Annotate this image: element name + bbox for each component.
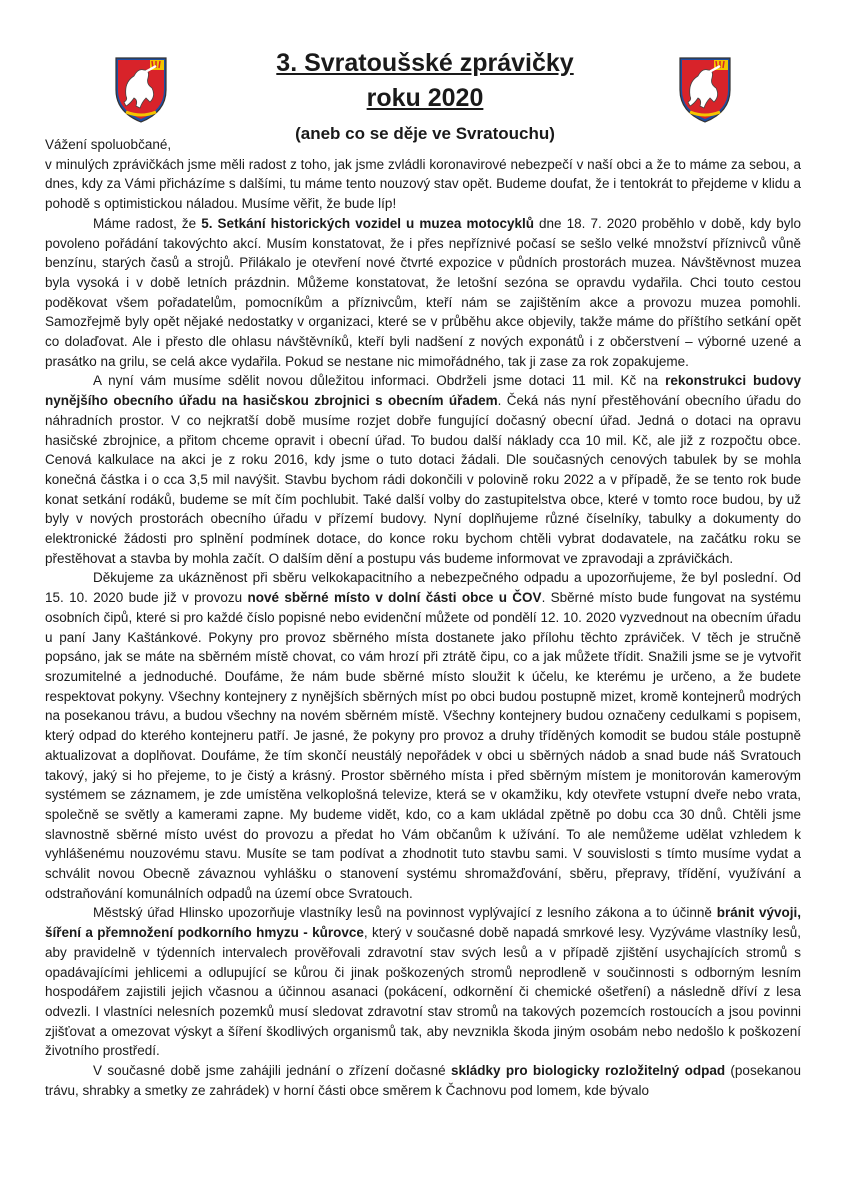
bold-highlight: rekonstrukci budovy nynějšího obecního úřadu na hasičskou zbrojnici s obecním úřadem: [45, 373, 801, 409]
text-span: dne 18. 7. 2020 proběhlo v době, kdy bylo povoleno pořádání takovýchto akcí. Musím konstatovat, že i přes nepříznivé počasí se sešlo velké množství příznivců vůně benzínu, starých časů a strojů. Přilákalo je otevření nové čtvrté expozice v půdních prostorách muzea. Návštěvnost muzea byla vysoká i v době letních prázdnin. Můžeme konstatovat, že letošní sezóna se opravdu vydařila. Chci touto cestou poděkovat všem pořadatelům, pomocníkům a příznivcům, kteří nám se zajištěním akce a provozu muzea pomohli. Samozřejmě byly opět nějaké nedostatky v organizaci, které se v průběhu akce objevily, takže máme do příštího setkání opět co dolaďovat. Ale i přesto dle ohlasu návštěvníků, kteří byli nadšení z nových exponátů i z občerstvení – výborné uzené a prasátko na grilu, se celá akce vydařila. Pokud se nestane nic mimořádného, tak ji zase za rok zopakujeme.: [45, 215, 801, 369]
intro-paragraph: v minulých zprávičkách jsme měli radost z toho, jak jsme zvládli koronavirové nebezpečí v naší obci a že to máme za sebou, a dnes, kdy za Vámi přicházíme s dalšími, tu máme tento nouzový stav opět. Budeme doufat, že i tentokrát to přejdeme v klidu a pohodě s optimistickou náladou. Musíme věřit, že bude líp!: [45, 156, 801, 212]
text-span: . Čeká nás nyní přestěhování obecního úřadu do náhradních prostor. V co nejkratší době musíme rozjet dobře fungující dočasný obecní úřad. Jedná o dotaci na opravu hasičské zbrojnice, a přitom chceme opravit i obecní úřad. To budou další náklady cca 10 mil. Kč, ale již z rozpočtu obce. Cenová kalkulace na akci je z roku 2016, kdy jsme o tuto dotaci žádali. Dle současných cenových tabulek by se mohla konečná částka i o cca 3,5 mil navýšit. Stavbu bychom rádi dokončili v polovině roku 2022 a v případě, že se tento rok bude konat setkání rodáků, budeme se mít čím pochlubit. Také další volby do zastupitelstva obce, které v tomto roce budou, by už byly v nových prostorách obecního úřadu v přízemí budovy. Nyní doplňujeme různé číselníky, tabulky a dokumenty do elektronické žádosti pro splnění podmínek dotace, do konce roku bychom chtěli vybrat dodavatele, na začátku roku se přestěhovat a stavba by mohla začít. O dalším dění a postupu vás budeme informovat ve zpravodaji a zprávičkách.: [45, 393, 802, 566]
bold-highlight: nové sběrné místo v dolní části obce u ČOV: [247, 590, 542, 606]
text-span: Děkujeme za ukázněnost při sběru velkokapacitního a nebezpečného odpadu a upozorňujeme, že byl poslední. Od 15. 10. 2020 bude již v provozu: [45, 570, 801, 606]
bold-highlight: bránit vývoji, šíření a přemnožení podkorního hmyzu - kůrovce: [45, 905, 801, 941]
paragraph-grant: [45, 371, 801, 568]
page-title-year: roku 2020: [366, 84, 484, 112]
bold-highlight: 5. Setkání historických vozidel u muzea motocyklů: [201, 215, 534, 231]
text-span: Městský úřad Hlinsko upozorňuje vlastníky lesů na povinnost vyplývající z lesního zákona a to účinně: [93, 905, 717, 921]
coat-of-arms-icon: [112, 52, 170, 124]
paragraph-museum: [45, 214, 801, 372]
page-header: [200, 46, 650, 145]
bold-highlight: skládky pro biologicky rozložitelný odpad: [450, 1063, 726, 1079]
text-span: V současné době jsme zahájili jednání o zřízení dočasné: [93, 1063, 451, 1079]
paragraph-waste: [45, 568, 801, 903]
page-subtitle: (aneb co se děje ve Svratouchu): [295, 124, 555, 143]
paragraph-forest: [45, 903, 801, 1061]
page-title: 3. Svratoušské zprávičky: [276, 49, 574, 77]
text-span: . Sběrné místo bude fungovat na systému osobních čipů, které si pro každé číslo popisné nebo evidenční můžete od pondělí 12. 10. 2020 vyzvednout na obecním úřadu u paní Jany Kaštánkové. Pokyny pro provoz sběrného místa dostanete jako přílohu těchto zpráviček. V těch je stručně popsáno, jak se máte na sběrném místě chovat, co vám hrozí při ztrátě čipu, co a jak můžete třídit. Snažili jsme se je vytvořit srozumitelné a jednoduché. Doufáme, že nám bude sběrné místo sloužit k účelu, ke kterému je určeno, a že budete respektovat pokyny. Všechny kontejnery z nynějších sběrných míst po obci budou postupně mizet, kromě kontejnerů modrých na posekanou trávu, a budou všechny na novém sběrném místě. Všechny kontejnery budou označeny cedulkami s popisem, který odpad do kterého kontejneru patří. Je jasné, že pokyny pro provoz a druhy tříděných komodit se budou stále postupně aktualizovat a doplňovat. Doufáme, že tím skončí neustálý nepořádek v obci u sběrných nádob a snad bude náš Svratouch takový, jaký si ho přejeme, to je čistý a krásný. Prostor sběrného místa i před sběrným místem je monitorován kamerovým systémem se záznamem, je zde umístěna velkoplošná televize, která se v okamžiku, kdy otevřete vstupní dveře nebo vrata, společně se světly a kamerami zapne. My budeme vidět, kdo, co a kam ukládal zpětně po dobu cca 30 dnů. Chtěli jsme slavnostně sběrné místo uvést do provozu a předat ho Vám občanům k užívání. To ale nemůžeme udělat vzhledem k vyhlášenému nouzovému stavu. Musíte se tam podívat a zhodnotit tuto stavbu sami. V souvislosti s tímto musíme vydat a schválit novou Obecně závaznou vyhlášku o stanovení systému shromažďování, sběru, přepravy, třídění, využívání a odstraňování komunálních odpadů na území obce Svratouch.: [45, 590, 801, 901]
text-span: , který v současné době napadá smrkové lesy. Vyzýváme vlastníky lesů, aby pravidelně v týdenních intervalech prověřovali zdravotní stav svých lesů a v případě zjištění usychajících stromů s opadávajícími jehlicemi a odlupující se kůrou či jinak poškozených stromů neprodleně v součinnosti s odborným lesním hospodářem zajistili jejich včasnou a účinnou asanaci (pokácení, odkornění či chemické ošetření) a následně dříví z lesa odvezli. I vlastníci nelesních pozemků musí sledovat zdravotní stav stromů na takových pozemcích rostoucích a jsou povinni zjišťovat a omezovat výskyt a šíření škodlivých organismů tak, aby nevznikla škoda jiným osobám nebo nedošlo k poškození životního prostředí.: [45, 925, 801, 1059]
coat-of-arms-icon: [676, 52, 734, 124]
article-body: [45, 135, 801, 1100]
salutation: Vážení spoluobčané,: [45, 137, 172, 152]
text-span: (posekanou trávu, shrabky a smetky ze zahrádek) v horní části obce směrem k Čachnovu pod lomem, kde bývalo: [45, 1063, 801, 1098]
paragraph-compost: [45, 1061, 801, 1100]
text-span: Máme radost, že: [93, 215, 202, 231]
text-span: A nyní vám musíme sdělit novou důležitou informaci. Obdrželi jsme dotaci 11 mil. Kč na: [93, 373, 666, 389]
